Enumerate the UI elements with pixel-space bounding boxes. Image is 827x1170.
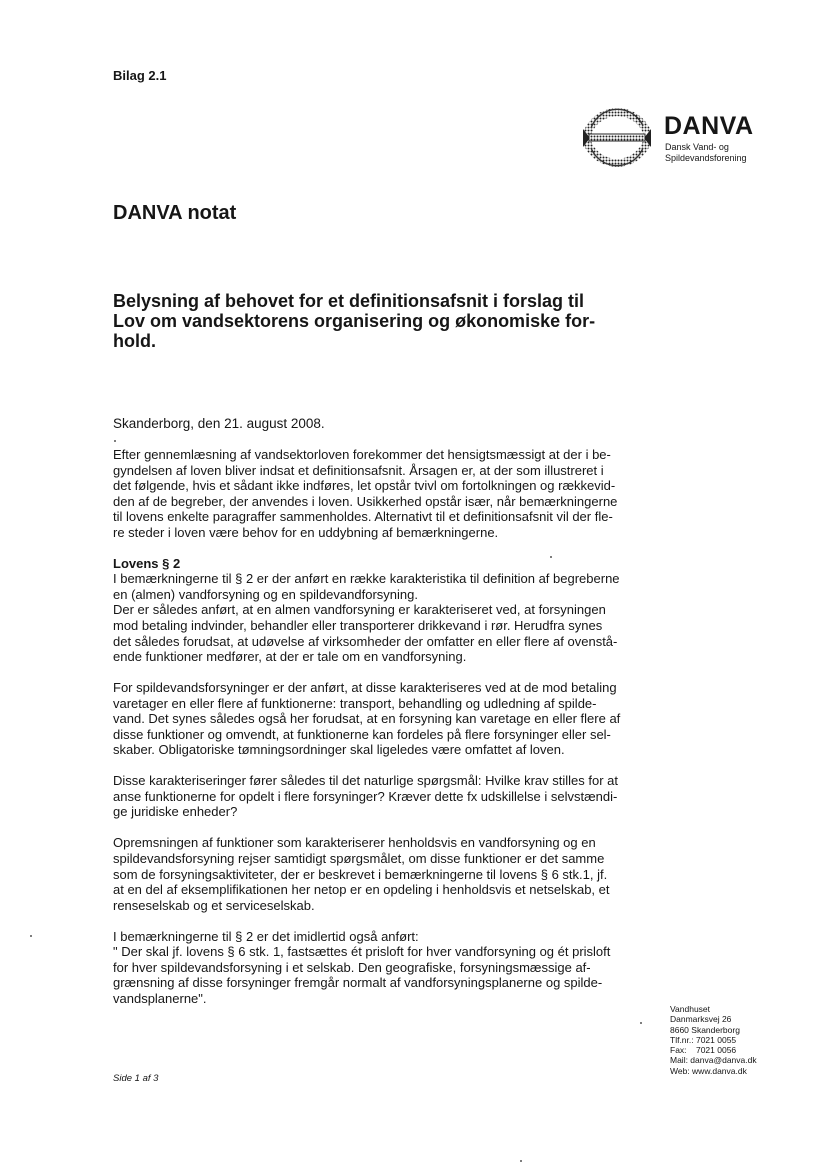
logo-subtitle: Dansk Vand- og Spildevandsforening bbox=[665, 142, 747, 163]
page-number: Side 1 af 3 bbox=[113, 1073, 159, 1084]
logo-ring-icon bbox=[575, 96, 659, 180]
scan-speck bbox=[114, 440, 116, 442]
document-body bbox=[113, 447, 633, 1022]
paragraph: I bemærkningerne til § 2 er det imidlertid også anført: " Der skal jf. lovens § 6 stk. 1, fastsættes ét prisloft for hver vandforsyning og ét prisloft for hver spildevandsforsyning i et selskab. Den geografiske, forsyningsmæssige af- grænsning af disse forsyninger fremgår normalt af vandforsyningsplanerne og spilde- vandsplanerne". bbox=[113, 928, 611, 1006]
logo-wordmark: DANVA bbox=[664, 112, 754, 140]
document-heading: Belysning af behovet for et definitionsafsnit i forslag til Lov om vandsektorens organisering og økonomiske for- hold. bbox=[113, 291, 596, 351]
paragraph: Disse karakteriseringer fører således til det naturlige spørgsmål: Hvilke krav stilles for at anse funktionerne for opdelt i flere forsyninger? Kræver dette fx udskillelse i selvstændi- ge juridiske enheder? bbox=[113, 773, 619, 820]
document-type: DANVA notat bbox=[113, 202, 237, 224]
attachment-label: Bilag 2.1 bbox=[113, 68, 167, 83]
scan-speck bbox=[550, 556, 552, 558]
scan-speck bbox=[640, 1022, 642, 1024]
date-line: Skanderborg, den 21. august 2008. bbox=[113, 416, 325, 431]
contact-address: Vandhuset Danmarksvej 26 8660 Skanderborg Tlf.nr.: 7021 0055 Fax: 7021 0056 Mail: danva@danva.dk Web: www.danva.dk bbox=[670, 1004, 757, 1076]
danva-logo bbox=[575, 96, 775, 180]
paragraph: Opremsningen af funktioner som karakteriserer henholdsvis en vandforsyning og en spildevandsforsyning rejser samtidigt spørgsmålet, om disse funktioner er det samme som de forsyningsaktiviteter, der er beskrevet i bemærkningerne til lovens § 6 stk.1, jf. at en del af eksemplifikationen her netop er en opdeling i henholdsvis et netselskab, et renseselskab og et serviceselskab. bbox=[113, 835, 610, 913]
paragraph: Lovens § 2 I bemærkningerne til § 2 er der anført en række karakteristika til definition af begreberne en (almen) vandforsyning og en spildevandforsyning. Der er således anført, at en almen vandforsyning er karakteriseret ved, at forsyningen mod betaling indvinder, behandler eller transporterer drikkevand i rør. Herudfra synes det således forudsat, at udøvelse af virksomheder der omfatter en eller flere af ovenstå- ende funktioner medfører, at der er tale om en vandforsyning. bbox=[113, 556, 633, 665]
section-heading: Lovens § 2 bbox=[113, 555, 181, 571]
paragraph: Efter gennemlæsning af vandsektorloven forekommer det hensigtsmæssigt at der i be- gyndelsen af loven bliver indsat et definitionsafsnit. Årsagen er, at der som illustreret i det følgende, hvis et sådant ikke indføres, let opstår tvivl om fortolkningen og rækkevid- den af de begreber, der anvendes i loven. Usikkerhed opstår især, når bemærkningerne til lovens enkelte paragraffer sammenholdes. Alternativt til et definitionsafsnit vil der fle- re steder i loven være behov for en uddybning af bemærkningerne. bbox=[113, 447, 618, 540]
scan-speck bbox=[30, 935, 32, 937]
scan-speck bbox=[520, 1160, 522, 1162]
paragraph: For spildevandsforsyninger er der anført, at disse karakteriseres ved at de mod betaling varetager en eller flere af funktionerne: transport, behandling og udledning af spilde- vand. Det synes således også her forudsat, at en forsyning kan varetage en eller flere af disse funktioner og omvendt, at funktionerne kan fordeles på flere forsyninger eller sel- skaber. Obligatoriske tømningsordninger skal ligeledes være omfattet af loven. bbox=[113, 680, 621, 758]
